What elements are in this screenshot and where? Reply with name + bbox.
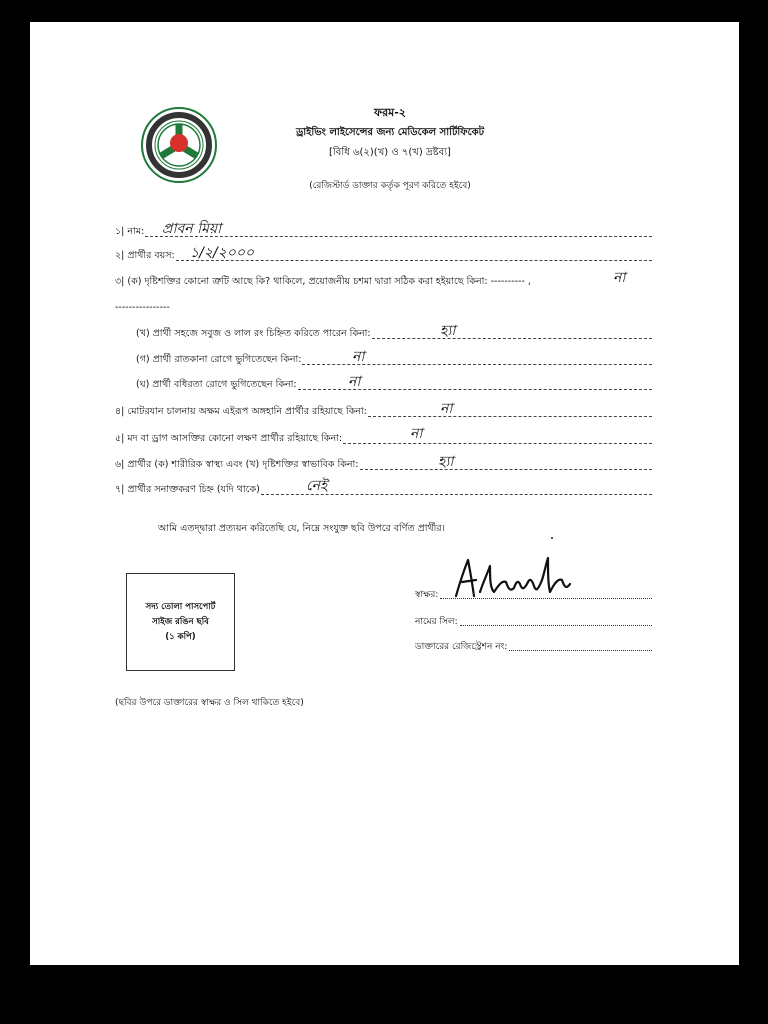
field-q3c — [136, 352, 652, 368]
field-label: ৫| মদ বা ড্রাগ আসক্তির কোনো লক্ষণ প্রার্থীর রহিয়াছে কিনা: — [115, 433, 343, 444]
form-title: ফরম-২ — [374, 106, 406, 119]
field-value: নেই — [306, 478, 328, 494]
certificate-page — [30, 22, 739, 965]
photo-line-1: সদ্য তোলা পাসপোর্ট — [145, 601, 216, 612]
field-value: না — [410, 426, 423, 442]
seal-field — [415, 614, 652, 629]
declaration-text: আমি এতদ্দ্বারা প্রত্যয়ন করিতেছি যে, নিম্নে সংযুক্ত ছবি উপরে বর্ণিত প্রার্থীর। — [158, 523, 445, 534]
field-q7 — [115, 482, 652, 498]
rule-reference: [বিধি ৬(২)(খ) ও ৭(খ) দ্রষ্টব্য] — [329, 147, 451, 158]
field-q4 — [115, 404, 652, 420]
field-label: ২| প্রার্থীর বয়স: — [115, 250, 175, 261]
photo-line-2: সাইজ রঙিন ছবি — [152, 616, 209, 627]
field-label: (ঘ) প্রার্থী বধিরতা রোগে ভুগিতেছেন কিনা: — [136, 379, 297, 390]
field-label: (গ) প্রার্থী রাতকানা রোগে ভুগিতেছেন কিনা: — [136, 354, 302, 365]
field-q3a-continuation: ---------------- — [115, 302, 170, 313]
field-label: (খ) প্রার্থী সহজে সবুজ ও লাল রং চিহ্নিত করিতে পারেন কিনা: — [136, 328, 371, 339]
field-q3d — [136, 377, 652, 393]
field-value: ১/২/২০০০ — [190, 245, 255, 261]
photo-placeholder — [126, 573, 235, 671]
photo-line-3: (১ কপি) — [165, 631, 196, 642]
signature-field — [415, 587, 652, 602]
fill-instruction: (রেজিস্টার্ড ডাক্তার কর্তৃক পূরণ করিতে হইবে) — [309, 181, 471, 191]
field-value: প্রাবন মিয়া — [162, 221, 222, 237]
registration-field — [415, 639, 652, 654]
field-value: না — [348, 374, 361, 390]
stray-mark — [551, 537, 553, 539]
field-label: ৬| প্রার্থীর (ক) শারীরিক স্বাস্থ্য এবং (খ) দৃষ্টিশক্তির স্বাভাবিক কিনা: — [115, 459, 359, 470]
field-value: হ্যা — [438, 454, 454, 470]
field-value: না — [440, 401, 453, 417]
field-q6 — [115, 457, 652, 473]
field-value: হ্যা — [440, 323, 456, 339]
seal-label: নামের সিল: — [415, 617, 458, 627]
registration-label: ডাক্তারের রেজিস্ট্রেশন নং: — [415, 642, 508, 652]
brta-logo-icon — [140, 106, 218, 184]
field-label: ৪| মোটরযান চালনায় অক্ষম এইরূপ অঙ্গহানি প্রার্থীর রহিয়াছে কিনা: — [115, 406, 367, 417]
field-value: না — [613, 270, 626, 286]
field-q3b — [136, 326, 652, 342]
field-q3a-label: ৩| (ক) দৃষ্টিশক্তির কোনো ত্রুটি আছে কি? থাকিলে, প্রয়োজনীয় চশমা দ্বারা সঠিক করা হইয়াছে কিনা: ---------- , — [115, 276, 531, 287]
field-value: না — [352, 349, 365, 365]
field-q5 — [115, 431, 652, 447]
field-label: ১| নাম: — [115, 226, 145, 237]
signature-label: স্বাক্ষর: — [415, 590, 439, 600]
field-label: ৭| প্রার্থীর সনাক্তকরণ চিহ্ন (যদি থাকে) — [115, 484, 260, 495]
form-subtitle: ড্রাইভিং লাইসেন্সের জন্য মেডিকেল সার্টিফিকেট — [295, 127, 485, 138]
photo-footnote: (ছবির উপরে ডাক্তারের স্বাক্ষর ও সিল থাকিতে হইবে) — [115, 698, 304, 708]
